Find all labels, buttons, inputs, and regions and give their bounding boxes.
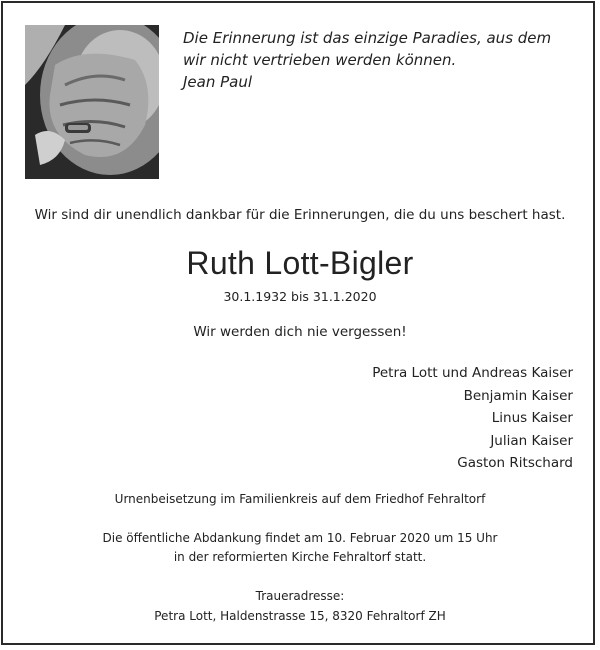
quote-line-1: Die Erinnerung ist das einzige Paradies, aus dem [183,29,552,47]
quote-author: Jean Paul [183,73,253,91]
hands-illustration [25,25,159,179]
quote-line-2: wir nicht vertrieben werden können. [183,51,457,69]
mourner-item: Linus Kaiser [491,410,573,426]
life-dates: 30.1.1932 bis 31.1.2020 [223,289,377,304]
obituary-card [1,1,595,645]
thanks-text: Wir sind dir unendlich dankbar für die Erinnerungen, die du uns beschert hast. [34,207,566,223]
mourning-address-label: Traueradresse: [255,589,345,603]
mourner-item: Benjamin Kaiser [463,387,573,404]
service-notice-line-2: in der reformierten Kirche Fehraltorf statt. [173,550,427,564]
mourner-item: Julian Kaiser [490,432,573,449]
urn-burial-notice: Urnenbeisetzung im Familienkreis auf dem Friedhof Fehraltorf [114,492,486,506]
mourners-list [372,362,573,475]
mourning-address: Petra Lott, Haldenstrasse 15, 8320 Fehraltorf ZH [154,609,446,623]
farewell-text: Wir werden dich nie vergessen! [193,324,407,340]
deceased-name: Ruth Lott-Bigler [186,245,414,281]
hands-photo [25,25,159,179]
mourner-item: Petra Lott und Andreas Kaiser [372,365,573,381]
quote-block [183,27,583,93]
service-notice-line-1: Die öffentliche Abdankung findet am 10. Februar 2020 um 15 Uhr [102,531,498,545]
mourner-item: Gaston Ritschard [457,455,573,471]
